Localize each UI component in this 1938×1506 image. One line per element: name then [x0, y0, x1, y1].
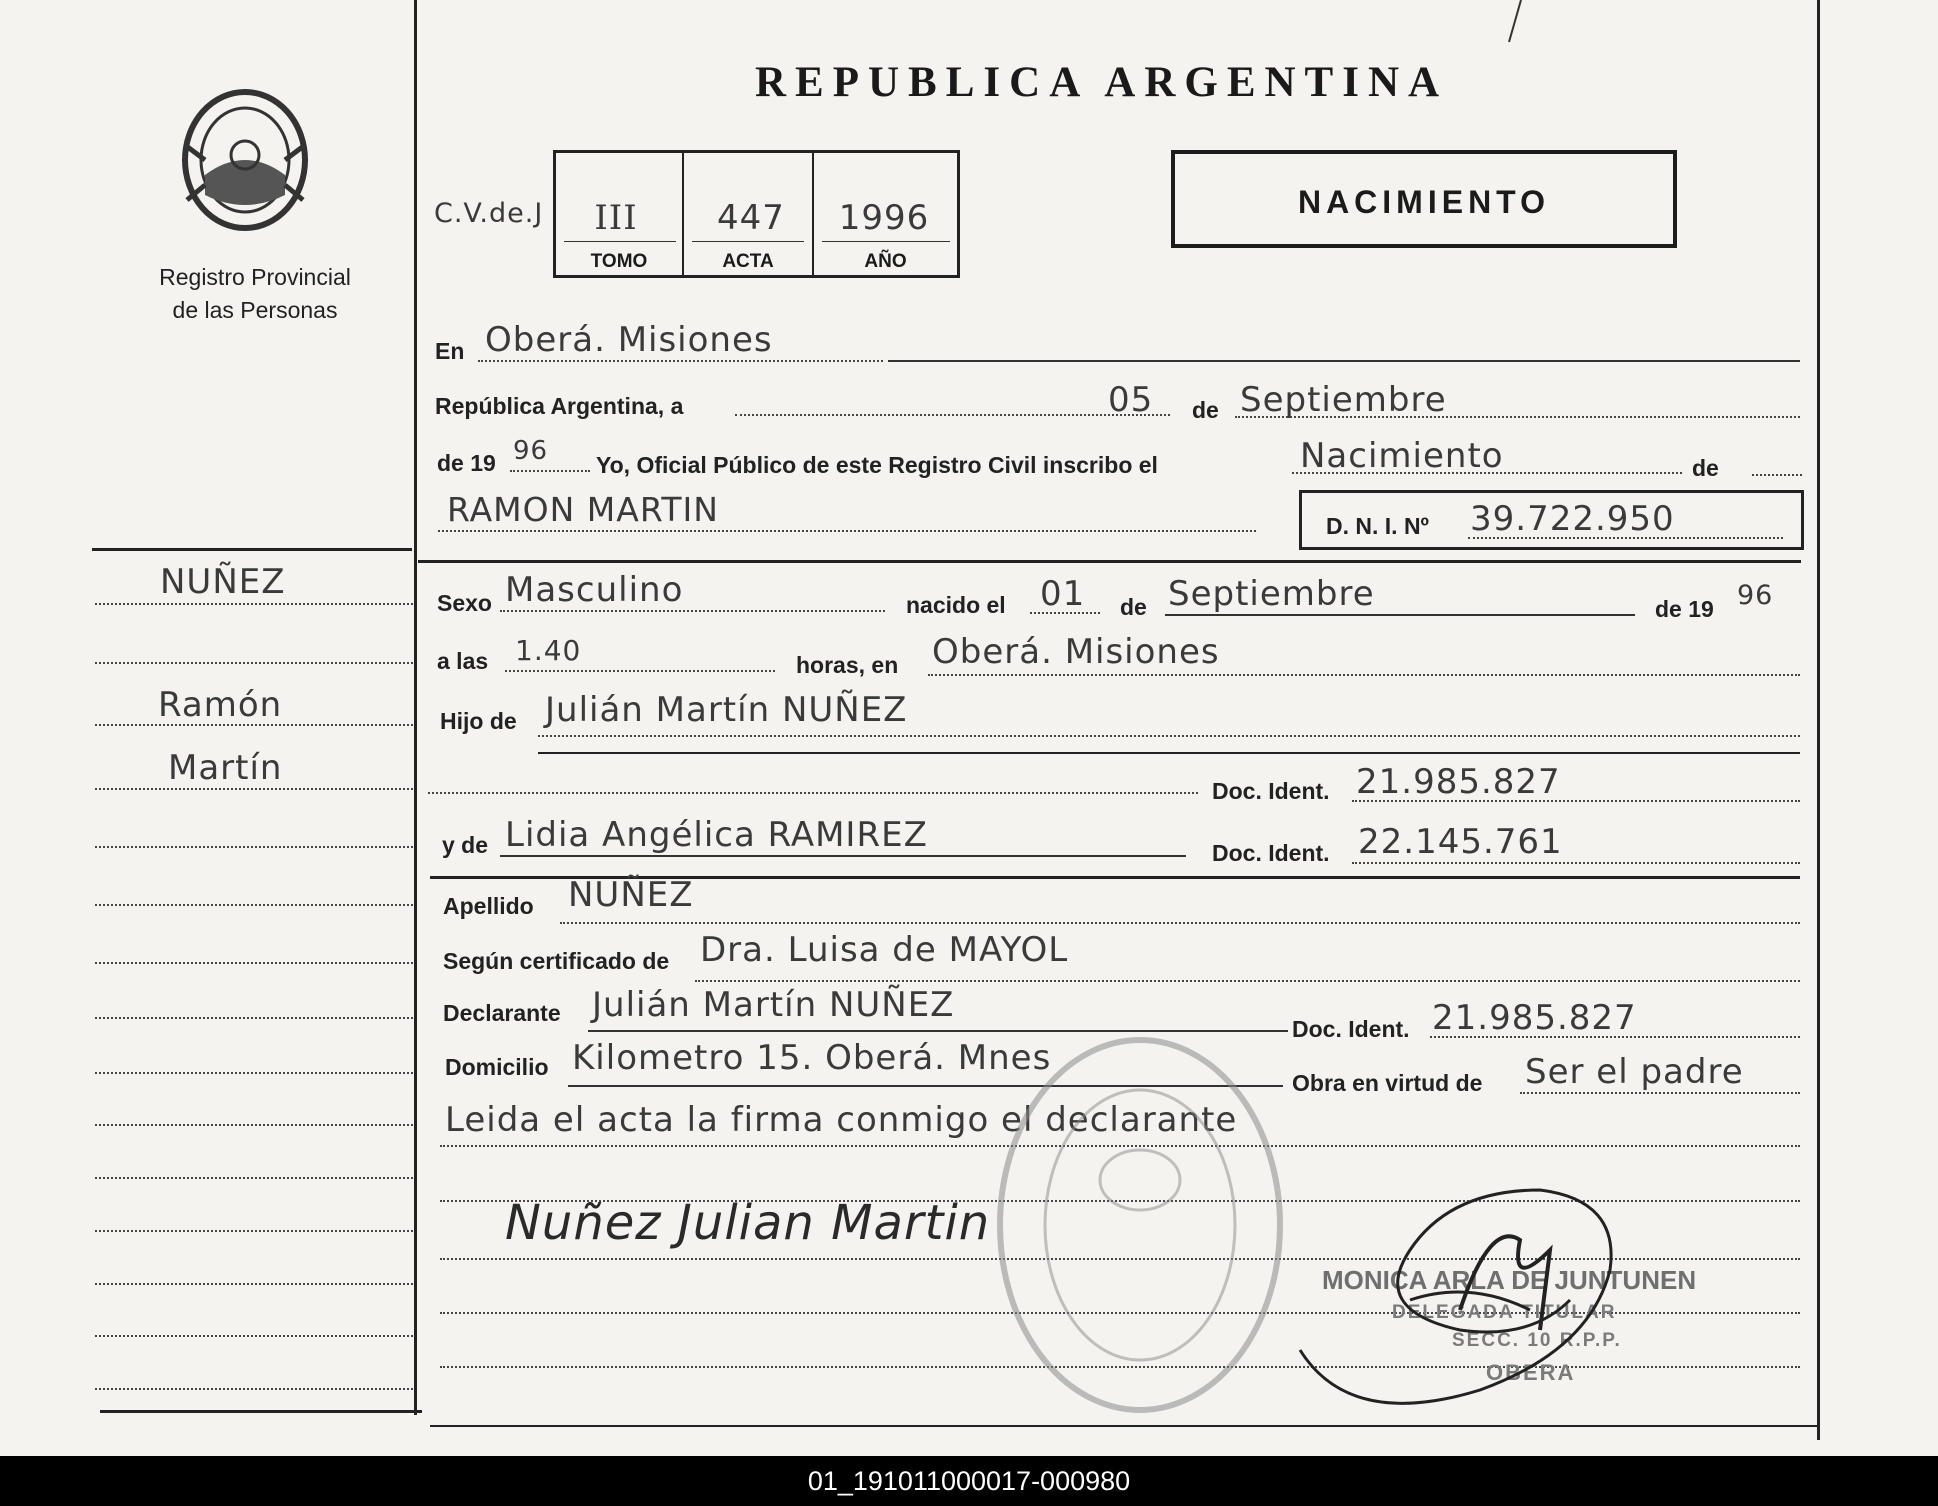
father-line-2: [428, 792, 1198, 794]
dni-value: 39.722.950: [1470, 499, 1675, 539]
segun-line: [695, 980, 1800, 982]
margin-given-2: Martín: [168, 748, 283, 788]
officer-stamp-line-3: SECC. 10 R.P.P.: [1452, 1330, 1622, 1351]
margin-line: [95, 962, 413, 964]
document-type: NACIMIENTO: [1297, 184, 1551, 220]
segun-label: Según certificado de: [443, 948, 670, 974]
officer-stamp-line-2: DELEGADA TITULAR: [1392, 1302, 1617, 1323]
date-day-line: [735, 414, 1170, 416]
officer-stamp-line-1: MONICA ARLA DE JUNTUNEN: [1322, 1265, 1697, 1295]
record-prefix: C.V.de.J: [434, 198, 544, 229]
margin-line: [95, 1177, 413, 1179]
mother-line: [500, 855, 1186, 857]
frame-right-rule: [1817, 0, 1820, 1440]
domicilio-label: Domicilio: [445, 1054, 549, 1080]
record-box: [553, 150, 960, 278]
hijo-label: Hijo de: [440, 708, 517, 734]
margin-line: [95, 1283, 413, 1285]
apellido-label: Apellido: [443, 893, 534, 919]
declarant-signature: Nuñez Julian Martin: [505, 1195, 991, 1251]
margin-line: [95, 1388, 413, 1390]
margin-line: [95, 846, 413, 848]
de-label-3: de: [1120, 594, 1147, 620]
sexo-label: Sexo: [437, 590, 492, 616]
acta-label: ACTA: [722, 251, 774, 272]
obra-line: [1520, 1092, 1800, 1094]
obra-label: Obra en virtud de: [1292, 1070, 1483, 1096]
mother-doc-line: [1352, 862, 1800, 864]
officer-stamp-line-4: OBERA: [1486, 1360, 1576, 1385]
obra-value: Ser el padre: [1525, 1052, 1744, 1092]
segun-value: Dra. Luisa de MAYOL: [700, 930, 1069, 970]
declarante-label: Declarante: [443, 1000, 561, 1026]
date-day-value: 05: [1108, 380, 1154, 420]
en-line-solid: [888, 360, 1800, 362]
apellido-value: NUÑEZ: [568, 875, 694, 915]
mother-value: Lidia Angélica RAMIREZ: [505, 815, 928, 855]
acta-value: 447: [717, 198, 785, 238]
doc-label-1: Doc. Ident.: [1212, 778, 1330, 804]
doc-label-2: Doc. Ident.: [1212, 840, 1330, 866]
de19-label: de 19: [437, 450, 496, 476]
father-rule: [538, 752, 1800, 754]
year-line: [510, 470, 590, 472]
event-line-end: [1752, 474, 1802, 476]
dni-box: [1299, 490, 1804, 550]
father-doc-value: 21.985.827: [1356, 762, 1561, 802]
record-box-rule: [692, 241, 804, 242]
hour-value: 1.40: [515, 634, 582, 667]
caption-text: 01_191011000017-000980: [807, 1466, 1131, 1496]
father-value: Julián Martín NUÑEZ: [545, 690, 908, 730]
anio-label: AÑO: [864, 251, 907, 272]
record-box-rule: [564, 241, 676, 242]
event-value: Nacimiento: [1300, 436, 1504, 476]
birth-year-value: 96: [1737, 580, 1774, 611]
tomo-value: III: [594, 198, 638, 238]
birth-month-value: Septiembre: [1168, 574, 1375, 614]
dni-label: D. N. I. Nº: [1326, 513, 1429, 539]
birth-day-value: 01: [1040, 574, 1086, 614]
officer-signature-scribble-icon: [1290, 1180, 1630, 1430]
republica-label: República Argentina, a: [435, 393, 684, 419]
father-doc-line: [1352, 800, 1800, 802]
anio-value: 1996: [838, 198, 930, 238]
year-value: 96: [513, 436, 549, 466]
section-rule: [418, 560, 1801, 563]
margin-line: [95, 1072, 413, 1074]
margin-line: [95, 724, 413, 726]
caption-bar: [0, 1456, 1938, 1506]
pen-mark: [1505, 0, 1525, 45]
dni-line: [1468, 537, 1783, 539]
en-label: En: [435, 338, 465, 364]
margin-line: [95, 603, 413, 605]
yde-label: y de: [442, 832, 489, 858]
page-title: REPUBLICA ARGENTINA: [755, 59, 1449, 106]
margin-given-1: Ramón: [158, 685, 283, 725]
record-box-rule: [822, 241, 950, 242]
hour-line: [505, 670, 775, 672]
yo-text: Yo, Oficial Público de este Registro Civil inscribo el: [596, 452, 1158, 478]
domicilio-value: Kilometro 15. Oberá. Mnes: [572, 1038, 1052, 1078]
margin-surname: NUÑEZ: [160, 562, 286, 602]
official-seal-icon: [990, 1030, 1290, 1420]
birth-day-line: [1030, 612, 1100, 614]
registry-stamp-seal: [990, 1030, 1290, 1420]
event-line: [1292, 472, 1682, 474]
registry-line-1: Registro Provincial: [159, 264, 351, 290]
horas-label: horas, en: [796, 652, 899, 678]
birth-month-line: [1165, 614, 1635, 616]
margin-line: [95, 788, 413, 790]
misiones-seal-icon: [175, 85, 315, 235]
frame-left-rule: [414, 0, 417, 1415]
tomo-label: TOMO: [590, 251, 648, 272]
date-month-value: Septiembre: [1240, 380, 1447, 420]
leida-value: Leida el acta la firma conmigo el declarante: [445, 1100, 1238, 1140]
alas-label: a las: [437, 648, 489, 674]
place-line: [928, 674, 1800, 676]
nacido-label: nacido el: [906, 592, 1006, 618]
margin-line: [95, 1335, 413, 1337]
margin-line: [95, 662, 413, 664]
province-seal: [175, 85, 315, 235]
en-value: Oberá. Misiones: [485, 320, 773, 360]
father-line: [538, 735, 1800, 737]
pen-stroke-icon: [1505, 0, 1525, 45]
doc-label-3: Doc. Ident.: [1292, 1016, 1410, 1042]
margin-top-rule: [92, 548, 412, 551]
de-label-2: de: [1692, 455, 1719, 481]
sexo-line: [500, 610, 885, 612]
declarante-doc-value: 21.985.827: [1432, 998, 1637, 1038]
margin-line: [95, 1017, 413, 1019]
margin-line: [95, 1124, 413, 1126]
document-type-box: [1171, 150, 1677, 248]
name-line: [438, 530, 1256, 532]
sexo-value: Masculino: [505, 570, 684, 610]
margin-line: [95, 1230, 413, 1232]
name-value: RAMON MARTIN: [447, 490, 719, 529]
apellido-line: [560, 922, 1800, 924]
margin-bottom-rule: [100, 1410, 422, 1413]
officer-signature: [1290, 1180, 1630, 1430]
registry-line-2: de las Personas: [172, 297, 338, 323]
declarante-value: Julián Martín NUÑEZ: [592, 985, 955, 1025]
place-value: Oberá. Misiones: [932, 632, 1220, 672]
de19b-label: de 19: [1655, 596, 1714, 622]
declarante-doc-line: [1430, 1036, 1800, 1038]
de-label-1: de: [1192, 397, 1219, 423]
mother-doc-value: 22.145.761: [1358, 822, 1563, 862]
date-month-line: [1235, 416, 1800, 418]
en-line: [478, 360, 883, 362]
margin-line: [95, 904, 413, 906]
